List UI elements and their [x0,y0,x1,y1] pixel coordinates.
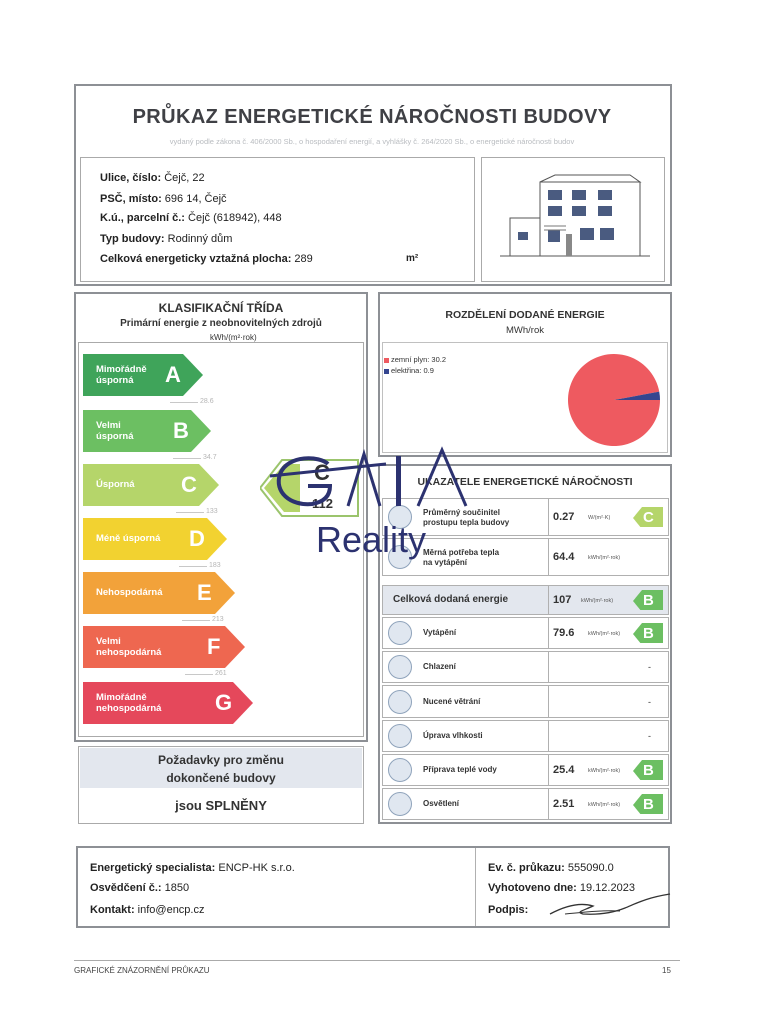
area-unit: m² [406,253,419,264]
legend-swatch [384,358,389,363]
certificate-subtitle: vydaný podle zákona č. 406/2000 Sb., o hospodaření energií, a vyhlášky č. 264/2020 Sb., o energetické náročnosti budov [169,137,575,146]
threshold-value: 183 [209,562,221,569]
class-letter-e: E [197,580,212,605]
column-divider [548,499,549,535]
class-letter-a: A [165,362,181,387]
indicator-row [382,651,669,683]
class-letter-d: D [189,526,205,551]
class-letter-g: G [215,690,233,715]
energy-split-title: ROZDĚLENÍ DODANÉ ENERGIE [445,309,605,321]
class-label-f: Velmi nehospodárná [96,636,162,658]
indicator-row [382,585,669,615]
indicator-class-letter: B [643,625,654,642]
address-street: Ulice, číslo: Čejč, 22 [100,172,205,184]
threshold-value: 133 [206,508,218,515]
energy-split-unit: MWh/rok [506,325,544,336]
threshold-line [176,512,204,513]
indicator-empty: - [648,662,651,672]
indicator-empty: - [648,731,651,741]
page-bottom-rule [74,960,680,961]
classification-title: KLASIFIKAČNÍ TŘÍDA [158,301,284,315]
current-class-letter: C [314,460,330,485]
issue-date: Vyhotoveno dne: 19.12.2023 [488,882,635,894]
indicator-unit: W/(m²·K) [588,515,611,521]
indicator-value: 2.51 [553,798,575,810]
column-divider [548,618,549,648]
threshold-value: 261 [215,670,227,677]
indicator-label: Chlazení [423,662,456,671]
footer-divider [475,848,476,926]
threshold-line [179,566,207,567]
class-label-b: Velmi úsporná [96,420,134,442]
fan-icon [388,690,412,714]
column-divider [548,652,549,682]
address-type: Typ budovy: Rodinný dům [100,233,233,245]
threshold-value: 213 [212,616,224,623]
indicator-unit: kWh/(m²·rok) [581,598,614,604]
indicator-label: Vytápění [423,628,457,637]
class-label-a: Mimořádně úsporná [96,364,147,386]
heating-icon [388,621,412,645]
contact: Kontakt: info@encp.cz [90,904,205,916]
indicator-value: 25.4 [553,764,575,776]
threshold-value: 34.7 [203,454,217,461]
class-label-e: Nehospodárná [96,587,163,598]
column-divider [548,755,549,785]
address-ku: K.ú., parcelní č.: Čejč (618942), 448 [100,212,282,224]
indicator-label: Osvětlení [423,799,460,808]
legend-item-electricity: elektřina: 0.9 [384,366,434,375]
specialist: Energetický specialista: ENCP-HK s.r.o. [90,862,295,874]
requirements-title: Požadavky pro změnu dokončené budovy [80,748,362,788]
certificate-title: PRŮKAZ ENERGETICKÉ NÁROČNOSTI BUDOVY [132,106,612,128]
indicator-value: 107 [553,594,572,606]
indicator-row [382,720,669,752]
address-area: Celková energeticky vztažná plocha: 289 [100,253,313,265]
indicator-empty: - [648,696,651,707]
class-label-g: Mimořádně nehospodárná [96,692,162,714]
legend-swatch [384,369,389,374]
indicator-unit: kWh/(m²·rok) [588,555,621,561]
indicator-label: Měrná potřeba tepla na vytápění [423,548,500,567]
column-divider [548,789,549,819]
class-letter-f: F [207,634,221,659]
certificate-number: Osvědčení č.: 1850 [90,882,190,894]
indicator-value: 64.4 [553,551,575,563]
indicator-row [382,788,669,820]
column-divider [548,539,549,575]
signature [545,888,675,922]
column-divider [548,586,549,614]
page-caption: GRAFICKÉ ZNÁZORNĚNÍ PRŮKAZU [74,966,210,975]
signature-label: Podpis: [488,904,529,916]
indicator-class-letter: B [643,796,654,813]
class-label-d: Méně úsporná [96,533,161,544]
threshold-line [182,620,210,621]
legend-item-gas: zemní plyn: 30.2 [384,355,446,364]
classification-unit: kWh/(m²·rok) [210,333,257,342]
lightbulb-icon [388,792,412,816]
threshold-value: 28.6 [200,398,214,405]
indicator-label: Příprava teplé vody [423,765,497,774]
indicator-unit: kWh/(m²·rok) [588,802,621,808]
page-number: 15 [662,966,671,975]
indicator-label: Úprava vlhkosti [423,731,483,740]
column-divider [548,721,549,751]
energy-pie-chart [566,352,662,448]
classification-subtitle: Primární energie z neobnovitelných zdrojů [120,318,322,329]
indicator-label: Průměrný součinitel prostupu tepla budovy [423,508,510,527]
threshold-line [185,674,213,675]
class-letter-b: B [173,418,189,443]
watermark-sub: Reality [316,519,427,560]
humidity-icon [388,724,412,748]
evidence-number: Ev. č. průkazu: 555090.0 [488,862,614,874]
indicator-label: Celková dodaná energie [393,594,509,605]
thermometer-icon [388,655,412,679]
indicator-value: 79.6 [553,627,575,639]
house-drawing [500,170,650,270]
class-letter-c: C [181,472,197,497]
indicator-class-letter: B [643,592,654,609]
indicator-class-letter: C [643,509,654,526]
column-divider [548,686,549,717]
indicator-row [382,754,669,786]
threshold-line [170,402,198,403]
faucet-icon [388,758,412,782]
indicator-row [382,685,669,718]
indicator-row [382,617,669,649]
indicator-value: 0.27 [553,511,575,523]
class-label-c: Úsporná [96,479,135,490]
indicator-class-letter: B [643,762,654,779]
indicator-unit: kWh/(m²·rok) [588,768,621,774]
indicators-title: UKAZATELE ENERGETICKÉ NÁROČNOSTI [417,476,633,488]
indicator-unit: kWh/(m²·rok) [588,631,621,637]
current-class-value: 112 [312,496,333,511]
indicator-label: Nucené větrání [423,696,481,706]
requirements-value: jsou SPLNĚNY [175,798,267,813]
address-psc: PSČ, místo: 696 14, Čejč [100,193,227,205]
threshold-line [173,458,201,459]
